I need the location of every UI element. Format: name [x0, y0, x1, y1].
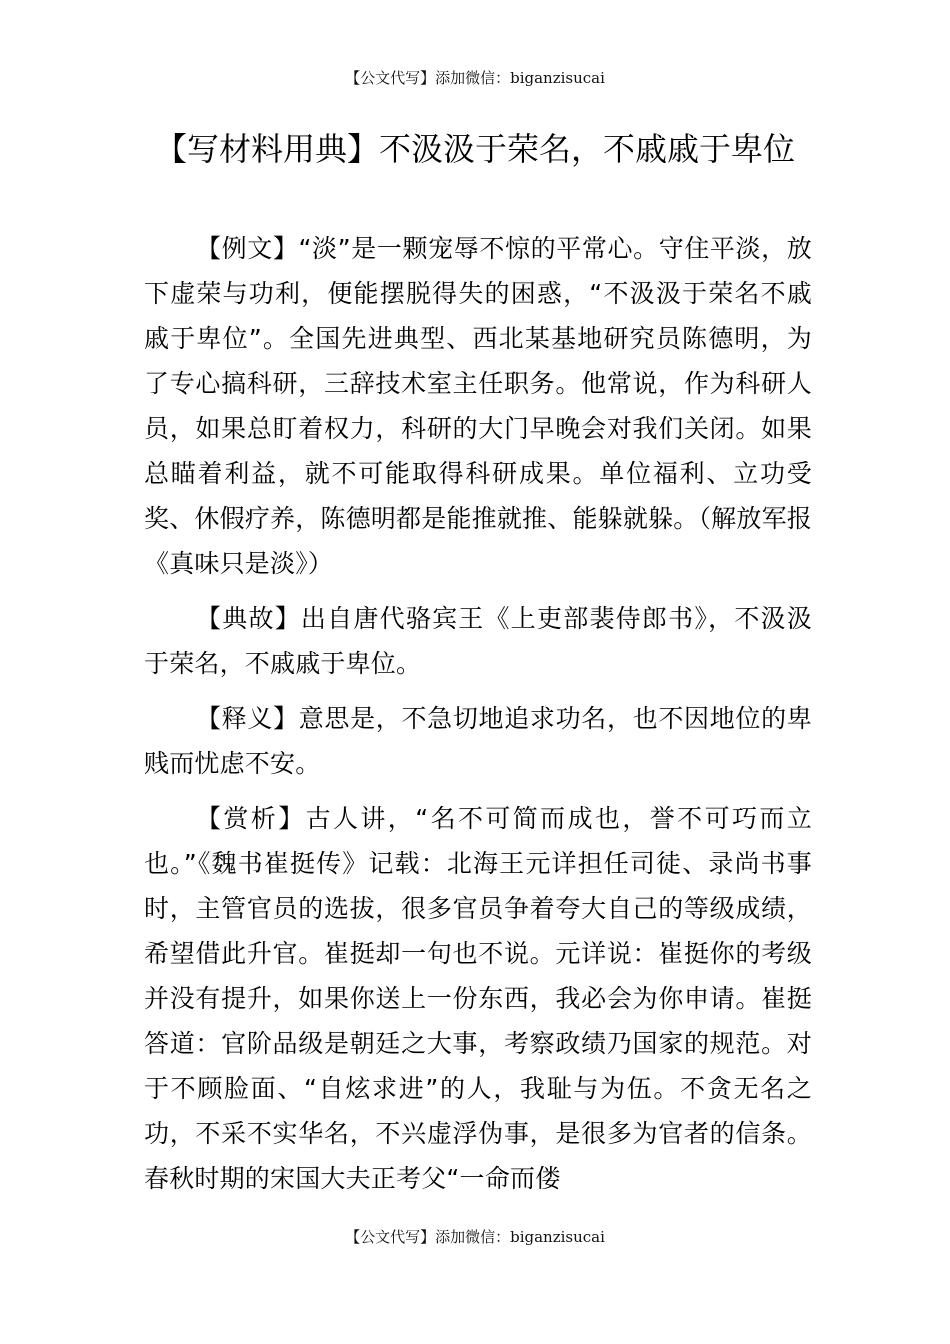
document-body: [144, 226, 812, 1211]
page-footer-note: 【公文代写】添加微信：biganzisucai: [345, 1228, 605, 1246]
document-title: 【写材料用典】不汲汲于荣名，不戚戚于卑位: [154, 130, 795, 168]
page-header-note: 【公文代写】添加微信：biganzisucai: [345, 69, 605, 87]
paragraph-example: 【例文】“淡”是一颗宠辱不惊的平常心。守住平淡，放下虚荣与功利，便能摆脱得失的困惑，“不汲汲于荣名不戚戚于卑位”。全国先进典型、西北某基地研究员陈德明，为了专心搞科研，三辞技术室主任职务。他常说，作为科研人员，如果总盯着权力，科研的大门早晚会对我们关闭。如果总瞄着利益，就不可能取得科研成果。单位福利、立功受奖、休假疗养，陈德明都是能推就推、能躲就躲。（解放军报《真味只是淡》）: [144, 234, 812, 578]
paragraph-allusion: 【典故】出自唐代骆宾王《上吏部裴侍郎书》，不汲汲于荣名，不戚戚于卑位。: [144, 604, 812, 678]
paragraph-appreciation: 【赏析】古人讲，“名不可简而成也，誉不可巧而立也。”《魏书崔挺传》记载：北海王元详担任司徒、录尚书事时，主管官员的选拔，很多官员争着夸大自己的等级成绩，希望借此升官。崔挺却一句也不说。元详说：崔挺你的考级并没有提升，如果你送上一份东西，我必会为你申请。崔挺答道：官阶品级是朝廷之大事，考察政绩乃国家的规范。对于不顾脸面、“自炫求进”的人，我耻与为伍。不贪无名之功，不采不实华名，不兴虚浮伪事，是很多为官者的信条。春秋时期的宋国大夫正考父“一命而偻: [144, 804, 812, 1193]
paragraph-meaning: 【释义】意思是，不急切地追求功名，也不因地位的卑贱而忧虑不安。: [144, 704, 812, 778]
